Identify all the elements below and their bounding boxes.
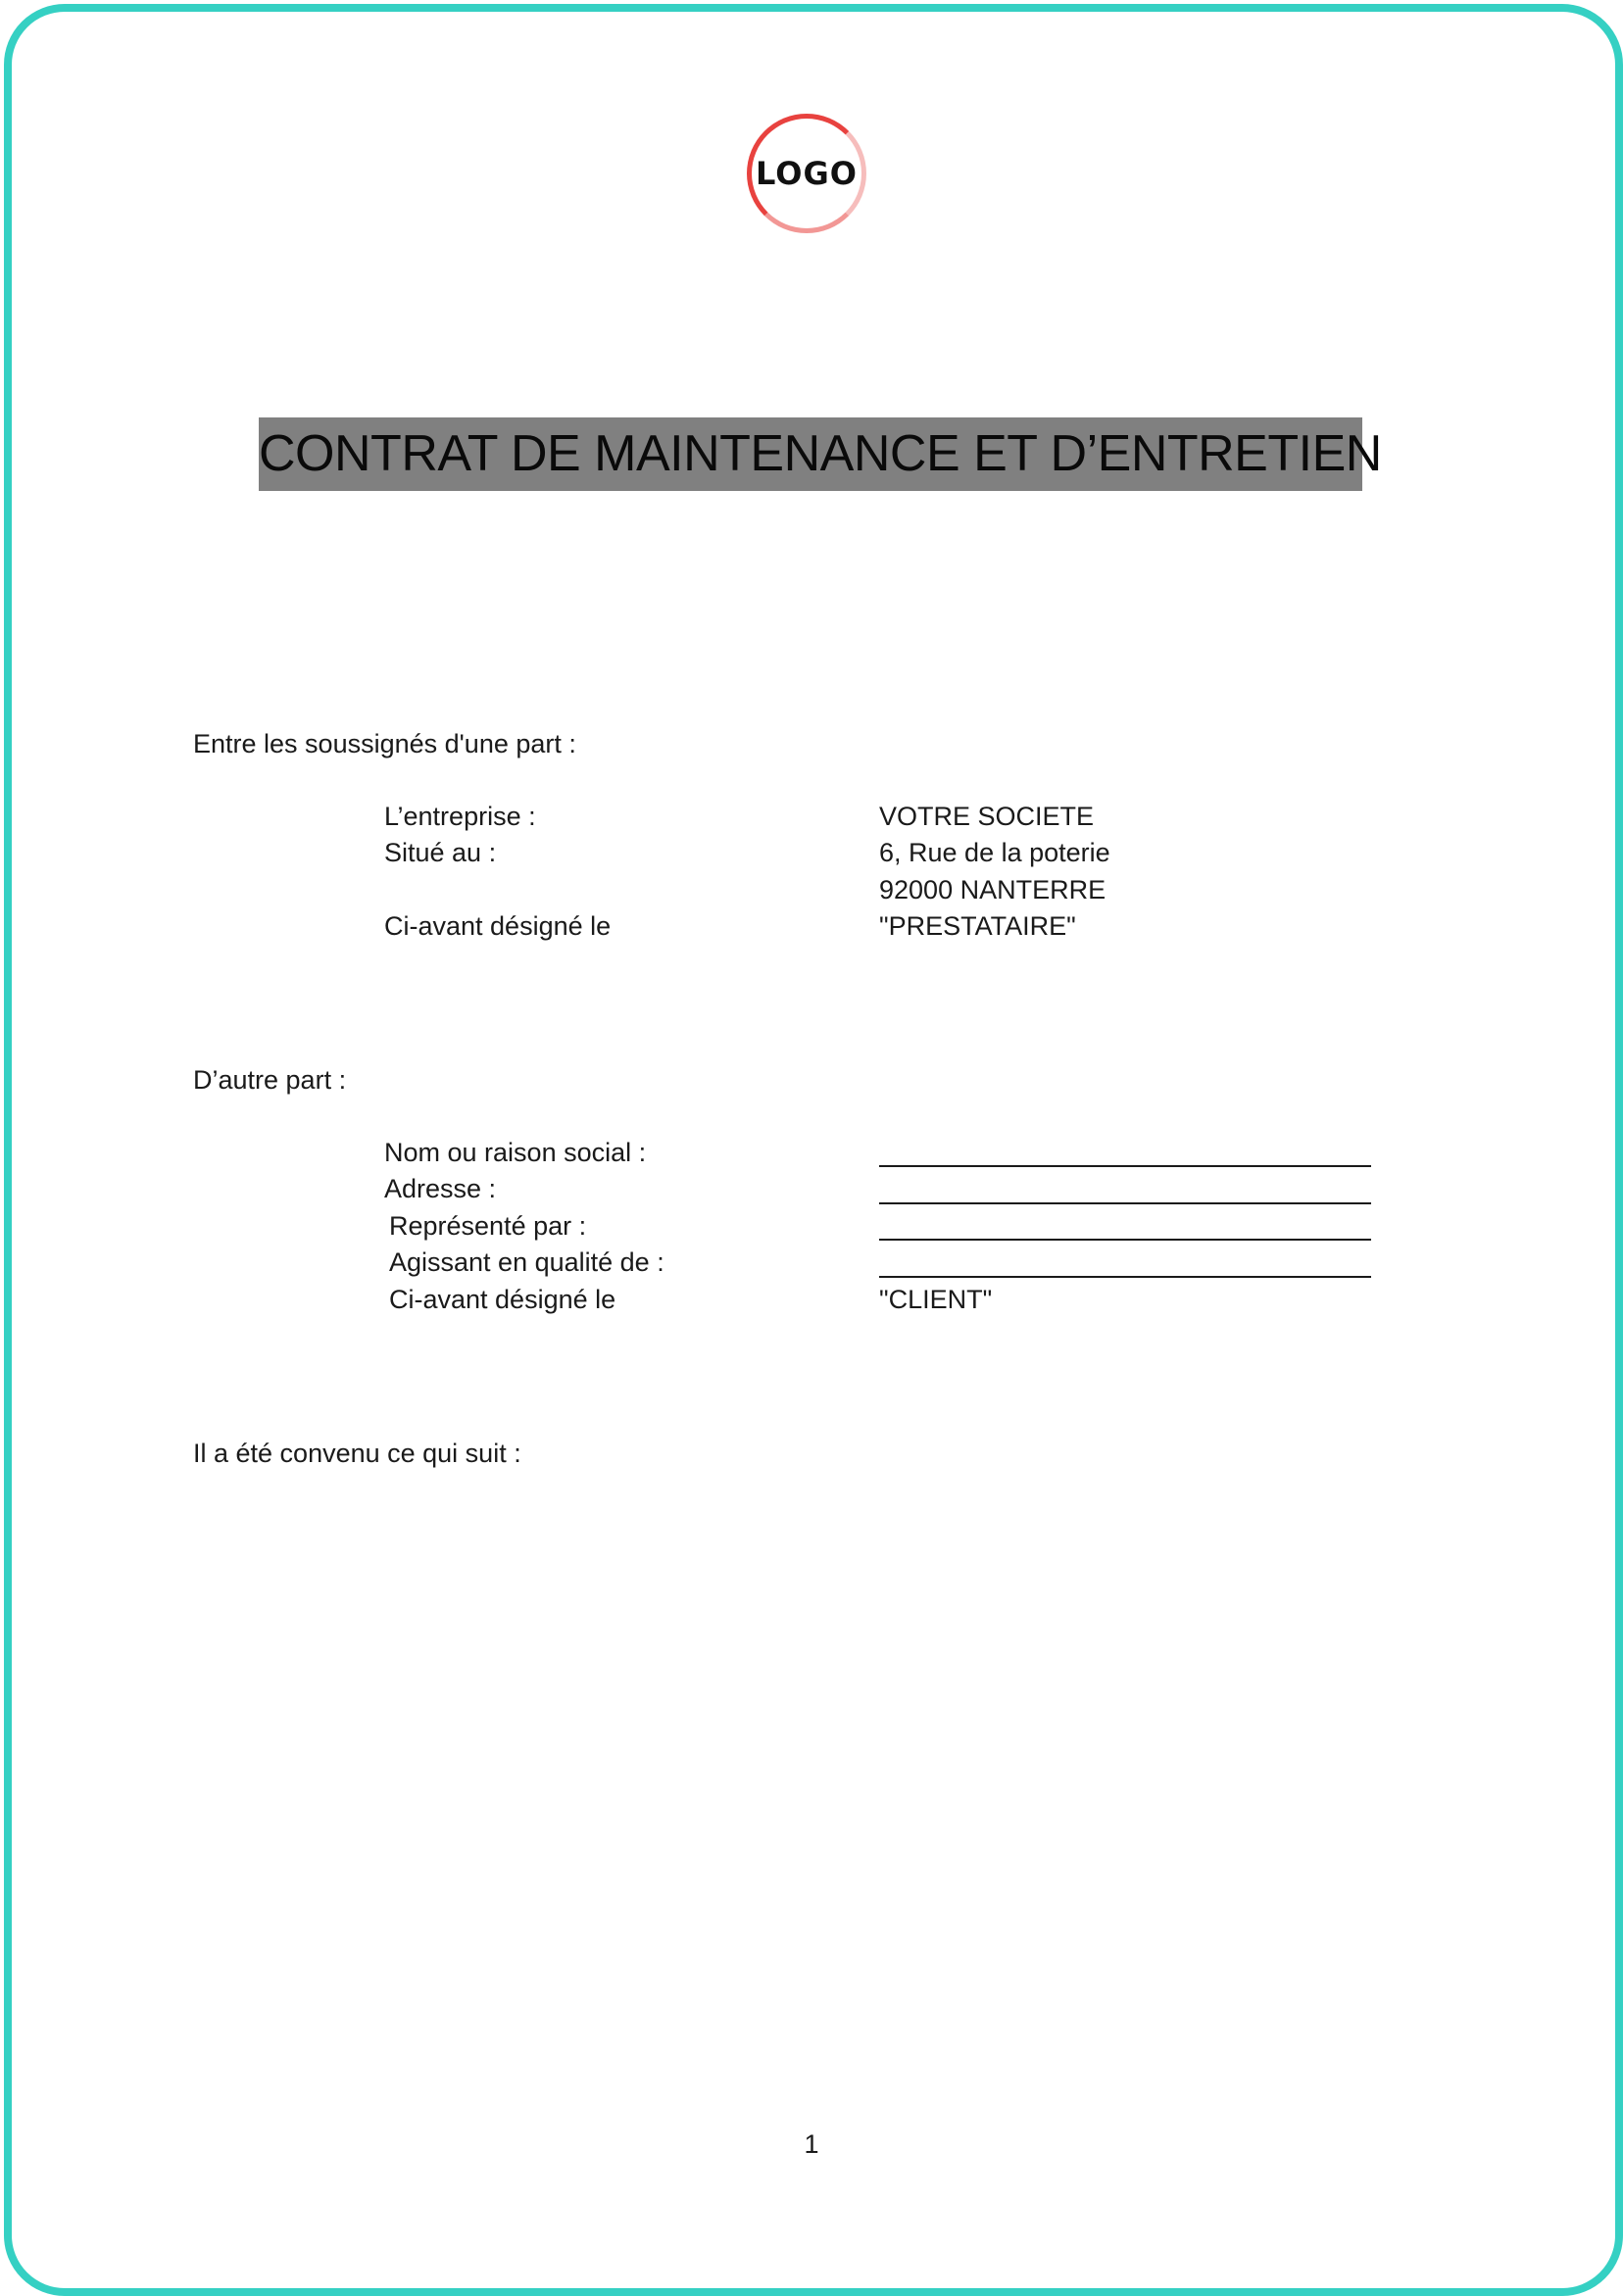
party1-intro: Entre les soussignés d'une part : bbox=[193, 729, 576, 758]
client-representative-blank bbox=[879, 1239, 1371, 1241]
prestataire-designation-label: Ci-avant désigné le bbox=[384, 911, 612, 941]
client-designation-value: "CLIENT" bbox=[879, 1285, 993, 1314]
client-capacity-blank bbox=[879, 1276, 1371, 1278]
client-name-label: Nom ou raison social : bbox=[384, 1138, 647, 1167]
client-address-blank bbox=[879, 1202, 1371, 1204]
page-border bbox=[4, 4, 1623, 2296]
agreement-text: Il a été convenu ce qui suit : bbox=[193, 1439, 521, 1468]
client-name-blank bbox=[879, 1165, 1371, 1167]
company-value: VOTRE SOCIETE bbox=[879, 802, 1095, 831]
address-label: Situé au : bbox=[384, 838, 497, 867]
logo-text: LOGO bbox=[756, 155, 858, 192]
company-logo bbox=[747, 114, 866, 233]
prestataire-designation-value: "PRESTATAIRE" bbox=[879, 911, 1076, 941]
document-title: CONTRAT DE MAINTENANCE ET D’ENTRETIEN bbox=[259, 417, 1362, 491]
client-address-label: Adresse : bbox=[384, 1174, 497, 1203]
client-representative-label: Représenté par : bbox=[389, 1211, 587, 1241]
company-label: L’entreprise : bbox=[384, 802, 536, 831]
party2-intro: D’autre part : bbox=[193, 1065, 347, 1095]
address-line-2: 92000 NANTERRE bbox=[879, 875, 1107, 904]
page-number: 1 bbox=[804, 2129, 819, 2159]
address-line-1: 6, Rue de la poterie bbox=[879, 838, 1110, 867]
client-designation-label: Ci-avant désigné le bbox=[389, 1285, 616, 1314]
client-capacity-label: Agissant en qualité de : bbox=[389, 1247, 664, 1277]
